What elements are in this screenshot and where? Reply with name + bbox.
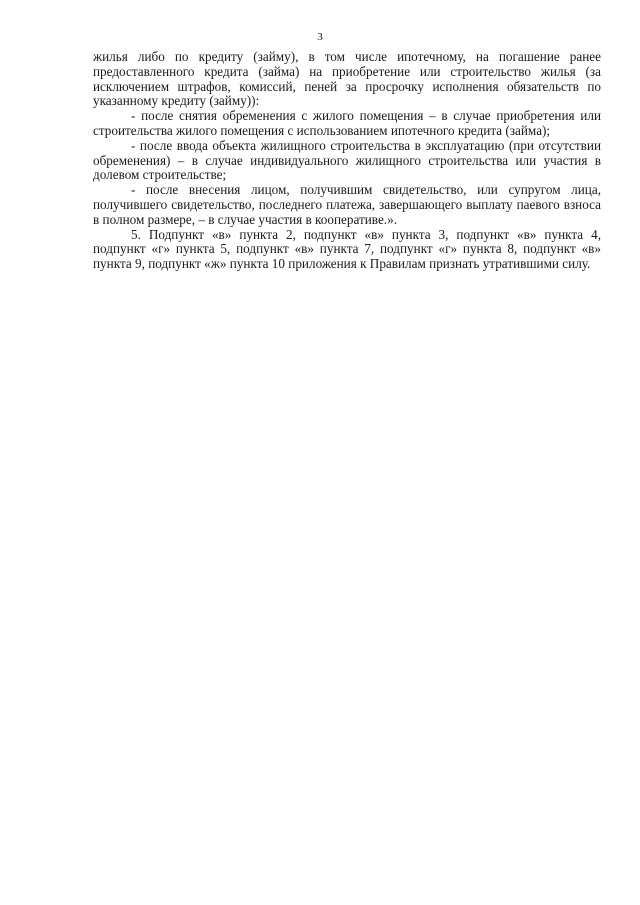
paragraph-cooperative-payment: - после внесения лицом, получившим свидетельство, или супругом лица, получившего свидетельство, последнего платежа, завершающего выплату паевого взноса в полном размере, – в случае участия в кооперативе.». (93, 182, 601, 227)
paragraph-continuation: жилья либо по кредиту (займу), в том числе ипотечному, на погашение ранее предоставленного кредита (займа) на приобретение или строительство жилья (за исключением штрафов, комиссий, пеней за просрочку исполнения обязательств по указанному кредиту (займу)): (93, 49, 601, 109)
paragraph-commissioning: - после ввода объекта жилищного строительства в эксплуатацию (при отсутствии обременения) – в случае индивидуального жилищного строительства или участия в долевом строительстве; (93, 137, 601, 183)
paragraph-encumbrance-removal: - после снятия обременения с жилого помещения – в случае приобретения или строительства жилого помещения с использованием ипотечного кредита (займа); (93, 108, 601, 138)
page-number: 3 (317, 31, 323, 43)
document-body (93, 50, 601, 272)
paragraph-item-5-repeal: 5. Подпункт «в» пункта 2, подпункт «в» пункта 3, подпункт «в» пункта 4, подпункт «г» пункта 5, подпункт «в» пункта 7, подпункт «г» пункта 8, подпункт «в» пункта 9, подпункт «ж» пункта 10 приложения к Правилам признать утратившими силу. (93, 226, 601, 272)
